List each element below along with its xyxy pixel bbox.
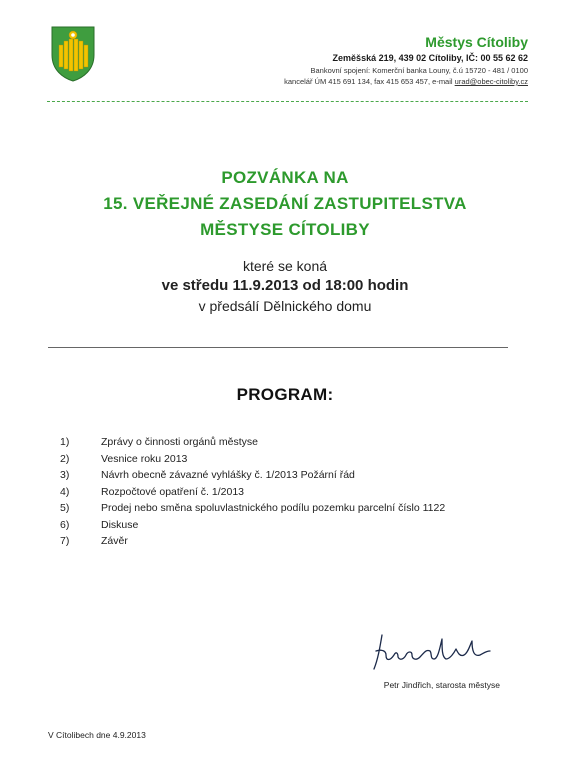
title-line-1: POZVÁNKA NA [221,168,349,187]
list-item: 4) Rozpočtové opatření č. 1/2013 [60,485,245,498]
list-item: 2) Vesnice roku 2013 [60,452,188,465]
contact-details [284,77,528,86]
email-link[interactable]: urad@obec-citoliby.cz [454,77,528,86]
letterhead [284,34,528,88]
invitation-title [0,165,570,243]
signer-name: Petr Jindřich, starosta městyse [383,680,500,690]
program-list [60,436,445,552]
list-item: 5) Prodej nebo směna spoluvlastnického podílu pozemku parcelní číslo 1122 [60,502,446,514]
list-item: 7) Závěr [60,535,128,547]
program-heading: PROGRAM: [236,385,334,404]
title-line-3: MĚSTYSE CÍTOLIBY [200,220,370,239]
header-divider [47,101,528,102]
meeting-location: v předsálí Dělnického domu [198,298,372,314]
document-date: V Cítolibech dne 4.9.2013 [48,730,146,740]
details-line-1: které se koná [242,258,328,274]
list-item: 1) Zprávy o činnosti orgánů městyse [60,436,258,448]
handwritten-signature [368,625,496,673]
list-item: 6) Diskuse [60,518,139,531]
contact-prefix: kancelář ÚM 415 691 134, fax 415 653 457, e-mail [284,77,455,86]
town-address: Zeměšská 219, 439 02 Cítoliby, IČ: 00 55 62 62 [332,53,528,63]
section-divider [48,347,508,348]
meeting-datetime: ve středu 11.9.2013 od 18:00 hodin [161,277,409,294]
coat-of-arms-icon [50,25,96,83]
title-line-2: 15. VEŘEJNÉ ZASEDÁNÍ ZASTUPITELSTVA [103,194,467,213]
town-name: Městys Cítoliby [425,34,528,50]
list-item: 3) Návrh obecně závazné vyhlášky č. 1/2013 Požární řád [60,469,355,481]
meeting-details [0,256,570,316]
bank-details: Bankovní spojení: Komerční banka Louny, č.ú 15720 - 481 / 0100 [310,66,528,75]
